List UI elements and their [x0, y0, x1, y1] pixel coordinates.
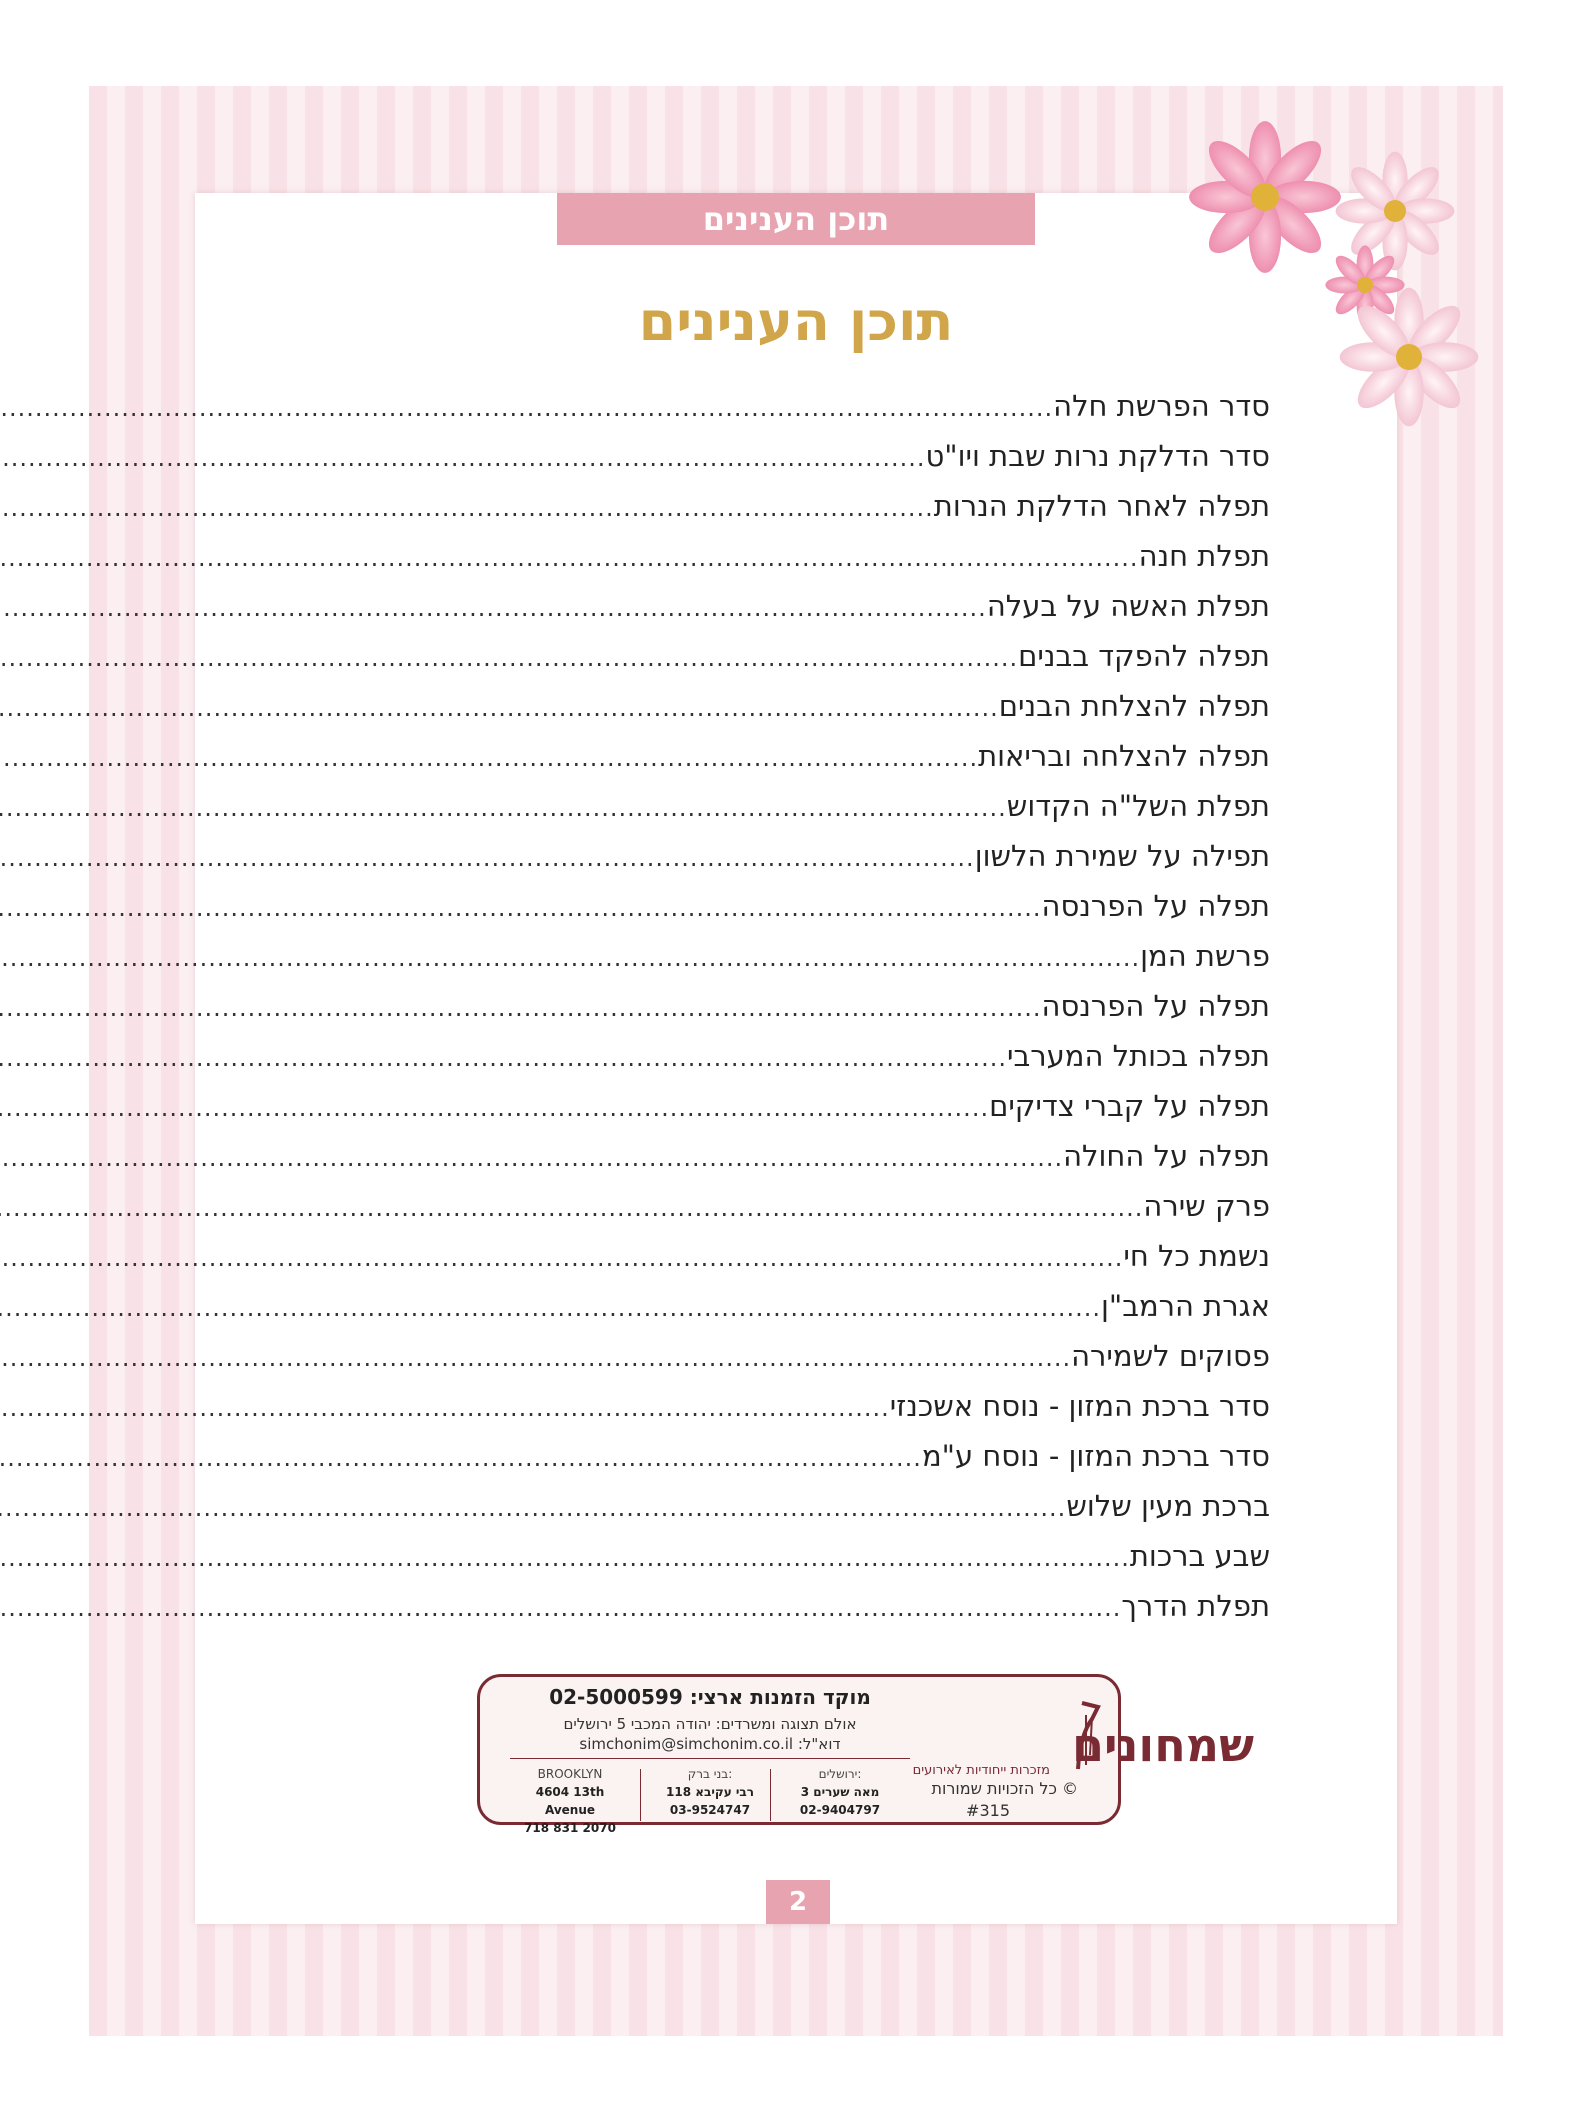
toc-dot-leader: [0, 1233, 1123, 1283]
toc-entry: [322, 931, 1270, 981]
toc-entry-title: שבע ברכות: [1129, 1539, 1270, 1573]
toc-entry-title: פרשת המן: [1140, 939, 1270, 973]
toc-entry-title: פרק שירה: [1143, 1189, 1270, 1223]
branch-address: 4604 13th Avenue: [535, 1785, 605, 1817]
toc-entry-title: תפלה על החולה: [1063, 1139, 1270, 1173]
toc-entry: [322, 1131, 1270, 1181]
branch-name: BROOKLYN: [537, 1767, 603, 1781]
toc-entry-title: תפלה על הפרנסה: [1041, 989, 1270, 1023]
hotline-text: מוקד הזמנות ארצי: 02-5000599: [549, 1685, 871, 1709]
toc-dot-leader: [0, 533, 1139, 583]
branch-separator: [770, 1769, 771, 1821]
toc-entry-title: סדר ברכת המזון - נוסח ע"מ: [921, 1439, 1270, 1473]
toc-entry: [322, 1181, 1270, 1231]
toc-entry: [322, 431, 1270, 481]
toc-dot-leader: [0, 1283, 1101, 1333]
toc-entry: [322, 1431, 1270, 1481]
email-address: דוא"ל: simchonim@simchonim.co.il: [579, 1735, 841, 1753]
toc-entry: [322, 781, 1270, 831]
toc-dot-leader: [0, 1083, 989, 1133]
toc-dot-leader: [0, 1383, 890, 1433]
toc-entry-title: תפלה על קברי צדיקים: [989, 1089, 1270, 1123]
toc-entry-title: תפלה בכותל המערבי: [1007, 1039, 1270, 1073]
toc-dot-leader: [0, 383, 1053, 433]
branch-bnei-brak: [650, 1765, 770, 1819]
logo-text: שמחונים: [1072, 1718, 1254, 1772]
toc-entry-title: תפילה על שמירת הלשון: [974, 839, 1270, 873]
branch-address: רבי עקיבא 118: [666, 1785, 754, 1799]
toc-dot-leader: [0, 1333, 1071, 1383]
toc-entry-title: תפלה להפקד בבנים: [1018, 639, 1270, 673]
header-tab: תוכן הענינים: [557, 193, 1035, 245]
toc-dot-leader: [0, 633, 1018, 683]
toc-entry: [322, 1531, 1270, 1581]
copyright-notice: © כל הזכויות שמורות: [931, 1779, 1078, 1798]
toc-entry-title: נשמת כל חי: [1123, 1239, 1270, 1273]
toc-entry: [322, 1281, 1270, 1331]
branch-jerusalem: [780, 1765, 900, 1819]
toc-entry-title: סדר ברכת המזון - נוסח אשכנזי: [889, 1389, 1270, 1423]
toc-dot-leader: [0, 583, 987, 633]
toc-dot-leader: [0, 683, 999, 733]
toc-entry: [322, 631, 1270, 681]
toc-entry-title: ברכת מעין שלוש: [1066, 1489, 1270, 1523]
toc-entry: [322, 831, 1270, 881]
branch-name: ירושלים:: [818, 1767, 862, 1781]
branch-phone: 718 831 2070: [524, 1821, 616, 1835]
toc-entry: [322, 731, 1270, 781]
table-of-contents: [322, 381, 1270, 1631]
toc-entry: [322, 1381, 1270, 1431]
toc-entry: [322, 681, 1270, 731]
toc-entry-title: תפלת חנה: [1138, 539, 1270, 573]
branch-separator: [640, 1769, 641, 1821]
branch-phone: 02-9404797: [799, 1803, 881, 1817]
toc-entry: [322, 531, 1270, 581]
showroom-address: אולם תצוגה ומשרדים: יהודה המכבי 5 ירושלים: [563, 1715, 857, 1733]
product-code: #315: [966, 1801, 1010, 1820]
toc-dot-leader: [0, 1583, 1121, 1633]
toc-entry-title: תפלה לאחר הדלקת הנרות: [933, 489, 1270, 523]
toc-dot-leader: [0, 1433, 922, 1483]
toc-entry-title: תפלת האשה על בעלה: [986, 589, 1270, 623]
toc-entry-title: תפלה על הפרנסה: [1041, 889, 1270, 923]
toc-dot-leader: [0, 1183, 1143, 1233]
toc-dot-leader: [0, 983, 1042, 1033]
toc-entry-title: תפלת הדרך: [1121, 1589, 1270, 1623]
toc-entry: [322, 1581, 1270, 1631]
toc-entry: [322, 1031, 1270, 1081]
toc-entry: [322, 481, 1270, 531]
toc-dot-leader: [0, 1533, 1130, 1583]
branch-phone: 03-9524747: [669, 1803, 751, 1817]
toc-dot-leader: [0, 1033, 1007, 1083]
toc-entry-title: סדר הפרשת חלה: [1053, 389, 1270, 423]
toc-entry-title: פסוקים לשמירה: [1071, 1339, 1270, 1373]
toc-dot-leader: [0, 883, 1042, 933]
toc-dot-leader: [0, 733, 978, 783]
toc-entry: [322, 1331, 1270, 1381]
branch-brooklyn: [510, 1765, 630, 1837]
toc-dot-leader: [0, 433, 925, 483]
toc-entry: [322, 1481, 1270, 1531]
toc-entry-title: אגרת הרמב"ן: [1100, 1289, 1270, 1323]
branch-name: בני ברק:: [687, 1767, 733, 1781]
toc-entry-title: תפלה להצלחת הבנים: [998, 689, 1270, 723]
advertisement-box: [477, 1674, 1254, 1835]
toc-dot-leader: [0, 833, 975, 883]
toc-entry-title: תפלת השל"ה הקדוש: [1006, 789, 1270, 823]
page-title: תוכן הענינים: [638, 290, 954, 353]
page-number: 2: [766, 1880, 830, 1924]
toc-entry: [322, 1081, 1270, 1131]
toc-entry: [322, 381, 1270, 431]
toc-dot-leader: [0, 483, 934, 533]
logo-subtitle: מזכרות ייחודיות לאירועים: [912, 1763, 1050, 1778]
toc-dot-leader: [0, 1483, 1066, 1533]
toc-dot-leader: [0, 933, 1140, 983]
toc-entry-title: סדר הדלקת נרות שבת ויו"ט: [925, 439, 1270, 473]
toc-dot-leader: [0, 783, 1007, 833]
toc-dot-leader: [0, 1133, 1063, 1183]
branch-address: מאה שערים 3: [800, 1785, 880, 1799]
ad-divider: [510, 1758, 910, 1759]
toc-entry: [322, 881, 1270, 931]
toc-entry: [322, 581, 1270, 631]
toc-entry: [322, 1231, 1270, 1281]
toc-entry: [322, 981, 1270, 1031]
toc-entry-title: תפלה להצלחה ובריאות: [978, 739, 1270, 773]
